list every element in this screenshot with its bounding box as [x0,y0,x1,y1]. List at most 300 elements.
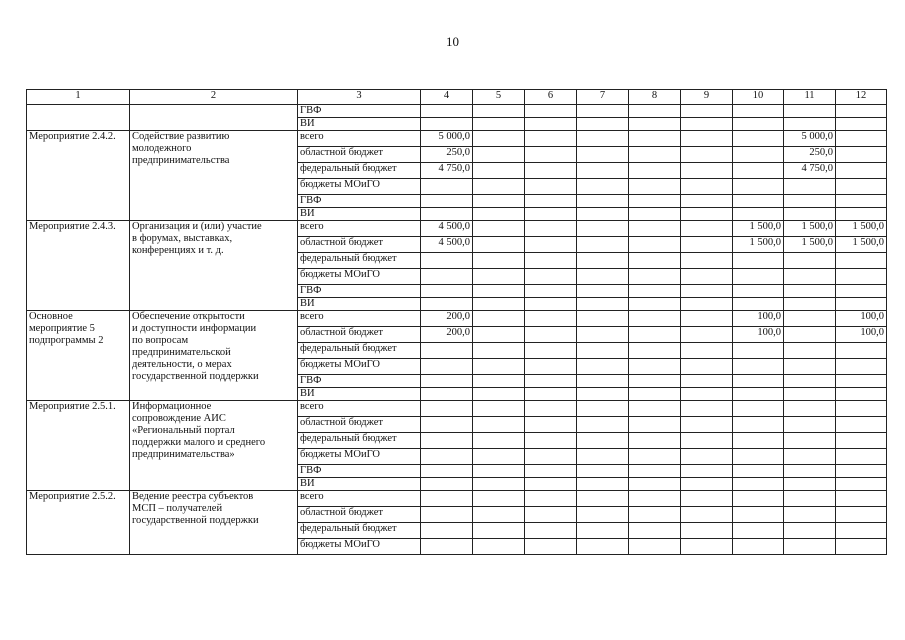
amount-cell [473,237,525,253]
column-header: 6 [525,90,577,105]
amount-cell [629,417,681,433]
amount-cell [733,478,784,491]
funding-source-cell: федеральный бюджет [298,253,421,269]
amount-cell [421,298,473,311]
amount-cell [577,478,629,491]
table-row [27,131,887,147]
amount-cell [629,311,681,327]
amount-cell: 100,0 [836,311,887,327]
amount-cell [577,118,629,131]
activity-name-cell: Мероприятие 2.5.2. [27,491,130,555]
amount-cell [784,253,836,269]
amount-cell: 1 500,0 [784,221,836,237]
amount-cell [733,179,784,195]
amount-cell [525,359,577,375]
amount-cell: 1 500,0 [784,237,836,253]
amount-cell [784,118,836,131]
amount-cell [681,478,733,491]
amount-cell [784,208,836,221]
amount-cell [681,298,733,311]
amount-cell [733,417,784,433]
amount-cell [577,343,629,359]
amount-cell [836,208,887,221]
amount-cell [733,375,784,388]
amount-cell [421,118,473,131]
funding-source-cell: всего [298,311,421,327]
amount-cell [681,449,733,465]
activity-name-cell: Мероприятие 2.4.3. [27,221,130,311]
amount-cell [836,343,887,359]
amount-cell [836,523,887,539]
amount-cell [681,237,733,253]
amount-cell [473,359,525,375]
funding-source-cell: ВИ [298,298,421,311]
amount-cell [681,491,733,507]
amount-cell [629,465,681,478]
amount-cell [473,539,525,555]
amount-cell [733,163,784,179]
amount-cell [525,375,577,388]
column-header: 10 [733,90,784,105]
amount-cell [629,375,681,388]
amount-cell [473,523,525,539]
amount-cell [681,105,733,118]
funding-source-cell: федеральный бюджет [298,343,421,359]
amount-cell [681,253,733,269]
amount-cell: 5 000,0 [421,131,473,147]
amount-cell [836,179,887,195]
amount-cell [577,401,629,417]
column-header: 11 [784,90,836,105]
amount-cell [421,539,473,555]
amount-cell [525,253,577,269]
amount-cell [577,388,629,401]
amount-cell [784,539,836,555]
funding-source-cell: областной бюджет [298,237,421,253]
amount-cell [733,449,784,465]
amount-cell [421,388,473,401]
amount-cell [784,388,836,401]
funding-source-cell: бюджеты МОиГО [298,269,421,285]
amount-cell [473,343,525,359]
funding-source-cell: ВИ [298,208,421,221]
amount-cell [525,269,577,285]
amount-cell [473,285,525,298]
activity-name-cell: Мероприятие 2.5.1. [27,401,130,491]
amount-cell [681,433,733,449]
amount-cell [733,105,784,118]
amount-cell [473,221,525,237]
amount-cell [836,105,887,118]
amount-cell [577,269,629,285]
amount-cell [733,523,784,539]
amount-cell [629,131,681,147]
amount-cell [681,375,733,388]
amount-cell [525,507,577,523]
funding-source-cell: всего [298,221,421,237]
amount-cell: 100,0 [836,327,887,343]
amount-cell [577,179,629,195]
amount-cell [629,221,681,237]
budget-table [26,89,887,555]
amount-cell [577,298,629,311]
amount-cell [681,131,733,147]
funding-source-cell: ГВФ [298,375,421,388]
funding-source-cell: ГВФ [298,105,421,118]
amount-cell: 1 500,0 [733,221,784,237]
amount-cell [629,433,681,449]
amount-cell [629,523,681,539]
table-row [27,221,887,237]
amount-cell [836,478,887,491]
amount-cell [836,195,887,208]
amount-cell [525,465,577,478]
amount-cell [421,343,473,359]
amount-cell [525,523,577,539]
amount-cell [784,375,836,388]
funding-source-cell: бюджеты МОиГО [298,539,421,555]
amount-cell [733,465,784,478]
column-header-row [27,90,887,105]
amount-cell [784,311,836,327]
amount-cell [784,285,836,298]
funding-source-cell: бюджеты МОиГО [298,449,421,465]
column-header: 1 [27,90,130,105]
column-header: 12 [836,90,887,105]
amount-cell [629,327,681,343]
activity-name-cell: Основное мероприятие 5 подпрограммы 2 [27,311,130,401]
amount-cell [577,449,629,465]
amount-cell [525,208,577,221]
table-body [27,105,887,555]
activity-description-cell: Организация и (или) участие в форумах, выставках, конференциях и т. д. [130,221,298,311]
amount-cell [629,118,681,131]
amount-cell: 1 500,0 [836,237,887,253]
column-header: 9 [681,90,733,105]
amount-cell: 250,0 [784,147,836,163]
amount-cell [421,507,473,523]
amount-cell [473,269,525,285]
amount-cell [836,118,887,131]
amount-cell [473,388,525,401]
amount-cell [525,105,577,118]
amount-cell [681,523,733,539]
funding-source-cell: бюджеты МОиГО [298,359,421,375]
amount-cell [629,491,681,507]
amount-cell [681,269,733,285]
amount-cell [733,131,784,147]
activity-name-cell: Мероприятие 2.4.2. [27,131,130,221]
amount-cell [525,285,577,298]
amount-cell [421,401,473,417]
amount-cell [836,147,887,163]
amount-cell [577,131,629,147]
amount-cell [525,311,577,327]
amount-cell: 1 500,0 [836,221,887,237]
amount-cell [473,118,525,131]
column-header: 5 [473,90,525,105]
amount-cell [577,491,629,507]
amount-cell [629,449,681,465]
amount-cell [473,208,525,221]
amount-cell [681,417,733,433]
amount-cell [577,539,629,555]
amount-cell [836,401,887,417]
amount-cell [421,417,473,433]
amount-cell [733,539,784,555]
amount-cell [421,359,473,375]
funding-source-cell: ВИ [298,478,421,491]
amount-cell [629,237,681,253]
amount-cell [681,401,733,417]
amount-cell [629,147,681,163]
amount-cell [733,118,784,131]
amount-cell [629,163,681,179]
funding-source-cell: бюджеты МОиГО [298,179,421,195]
amount-cell [421,523,473,539]
amount-cell: 4 500,0 [421,237,473,253]
funding-source-cell: ГВФ [298,195,421,208]
amount-cell [525,388,577,401]
amount-cell [629,388,681,401]
funding-source-cell: областной бюджет [298,147,421,163]
amount-cell [525,221,577,237]
amount-cell [577,253,629,269]
funding-source-cell: ВИ [298,118,421,131]
amount-cell [525,131,577,147]
table-row [27,491,887,507]
funding-source-cell: всего [298,491,421,507]
amount-cell [525,179,577,195]
amount-cell [784,507,836,523]
amount-cell [681,359,733,375]
amount-cell [629,539,681,555]
amount-cell [784,105,836,118]
activity-description-cell [130,105,298,131]
amount-cell [836,539,887,555]
amount-cell [836,375,887,388]
amount-cell [784,465,836,478]
activity-name-cell [27,105,130,131]
amount-cell [577,163,629,179]
funding-source-cell: ВИ [298,388,421,401]
amount-cell [836,388,887,401]
amount-cell [421,449,473,465]
amount-cell [681,147,733,163]
activity-description-cell: Ведение реестра субъектов МСП – получателей государственной поддержки [130,491,298,555]
amount-cell [784,269,836,285]
amount-cell [421,253,473,269]
amount-cell [473,478,525,491]
amount-cell [681,179,733,195]
amount-cell [733,147,784,163]
funding-source-cell: федеральный бюджет [298,433,421,449]
amount-cell [525,163,577,179]
amount-cell [733,208,784,221]
amount-cell [525,147,577,163]
amount-cell [629,208,681,221]
amount-cell [681,343,733,359]
amount-cell [473,375,525,388]
amount-cell: 4 750,0 [421,163,473,179]
funding-source-cell: федеральный бюджет [298,163,421,179]
amount-cell [836,298,887,311]
amount-cell [525,327,577,343]
activity-description-cell: Информационное сопровождение АИС «Региональный портал поддержки малого и среднего предпринимательства» [130,401,298,491]
amount-cell [629,359,681,375]
amount-cell [733,253,784,269]
amount-cell [473,465,525,478]
amount-cell [577,433,629,449]
amount-cell [733,269,784,285]
amount-cell [525,478,577,491]
amount-cell [681,388,733,401]
amount-cell: 4 500,0 [421,221,473,237]
amount-cell [629,507,681,523]
amount-cell [681,311,733,327]
amount-cell [629,269,681,285]
amount-cell [784,179,836,195]
amount-cell [577,375,629,388]
amount-cell [525,195,577,208]
amount-cell [577,237,629,253]
amount-cell [836,285,887,298]
amount-cell [629,343,681,359]
funding-source-cell: областной бюджет [298,507,421,523]
amount-cell [784,417,836,433]
funding-source-cell: областной бюджет [298,327,421,343]
amount-cell [836,253,887,269]
amount-cell [629,478,681,491]
activity-description-cell: Содействие развитию молодежного предпринимательства [130,131,298,221]
amount-cell [577,507,629,523]
column-header: 8 [629,90,681,105]
amount-cell [421,105,473,118]
amount-cell [784,449,836,465]
amount-cell [836,359,887,375]
funding-source-cell: федеральный бюджет [298,523,421,539]
amount-cell [421,208,473,221]
amount-cell [629,179,681,195]
amount-cell [421,375,473,388]
amount-cell [525,539,577,555]
amount-cell [525,449,577,465]
amount-cell [629,401,681,417]
amount-cell [784,491,836,507]
funding-source-cell: областной бюджет [298,417,421,433]
amount-cell [681,208,733,221]
amount-cell [421,285,473,298]
amount-cell [577,311,629,327]
amount-cell [629,195,681,208]
amount-cell [681,221,733,237]
amount-cell [473,417,525,433]
page-number: 10 [446,34,459,49]
amount-cell [577,221,629,237]
table-row [27,401,887,417]
amount-cell [784,433,836,449]
amount-cell: 5 000,0 [784,131,836,147]
amount-cell [473,147,525,163]
amount-cell [784,327,836,343]
amount-cell [836,433,887,449]
amount-cell [577,359,629,375]
amount-cell [836,269,887,285]
amount-cell [733,388,784,401]
activity-description-cell: Обеспечение открытости и доступности информации по вопросам предпринимательской деятельности, о мерах государственной поддержки [130,311,298,401]
amount-cell [681,507,733,523]
amount-cell [525,401,577,417]
amount-cell: 200,0 [421,327,473,343]
amount-cell [421,478,473,491]
amount-cell [784,195,836,208]
amount-cell [629,298,681,311]
amount-cell [733,359,784,375]
amount-cell [525,343,577,359]
table-row [27,311,887,327]
amount-cell [733,298,784,311]
amount-cell [525,118,577,131]
amount-cell [836,131,887,147]
amount-cell: 1 500,0 [733,237,784,253]
amount-cell [681,195,733,208]
amount-cell [733,285,784,298]
amount-cell [577,105,629,118]
amount-cell [836,417,887,433]
amount-cell [473,105,525,118]
amount-cell [421,195,473,208]
amount-cell [733,401,784,417]
amount-cell [421,179,473,195]
amount-cell [473,298,525,311]
funding-source-cell: ГВФ [298,285,421,298]
amount-cell [577,327,629,343]
amount-cell [473,179,525,195]
amount-cell: 200,0 [421,311,473,327]
amount-cell [525,417,577,433]
funding-source-cell: всего [298,401,421,417]
amount-cell [577,523,629,539]
amount-cell: 4 750,0 [784,163,836,179]
amount-cell [421,465,473,478]
amount-cell [473,491,525,507]
table-row [27,105,887,118]
amount-cell [473,327,525,343]
amount-cell [836,507,887,523]
amount-cell [473,311,525,327]
amount-cell [473,131,525,147]
amount-cell [473,401,525,417]
amount-cell [681,163,733,179]
amount-cell [784,343,836,359]
amount-cell [421,433,473,449]
amount-cell [577,465,629,478]
amount-cell: 100,0 [733,327,784,343]
column-header: 7 [577,90,629,105]
amount-cell [733,195,784,208]
amount-cell [473,433,525,449]
amount-cell [473,507,525,523]
amount-cell [733,507,784,523]
amount-cell: 100,0 [733,311,784,327]
amount-cell [629,253,681,269]
amount-cell [784,523,836,539]
amount-cell [681,327,733,343]
amount-cell [421,269,473,285]
amount-cell [681,539,733,555]
amount-cell [629,285,681,298]
column-header: 4 [421,90,473,105]
